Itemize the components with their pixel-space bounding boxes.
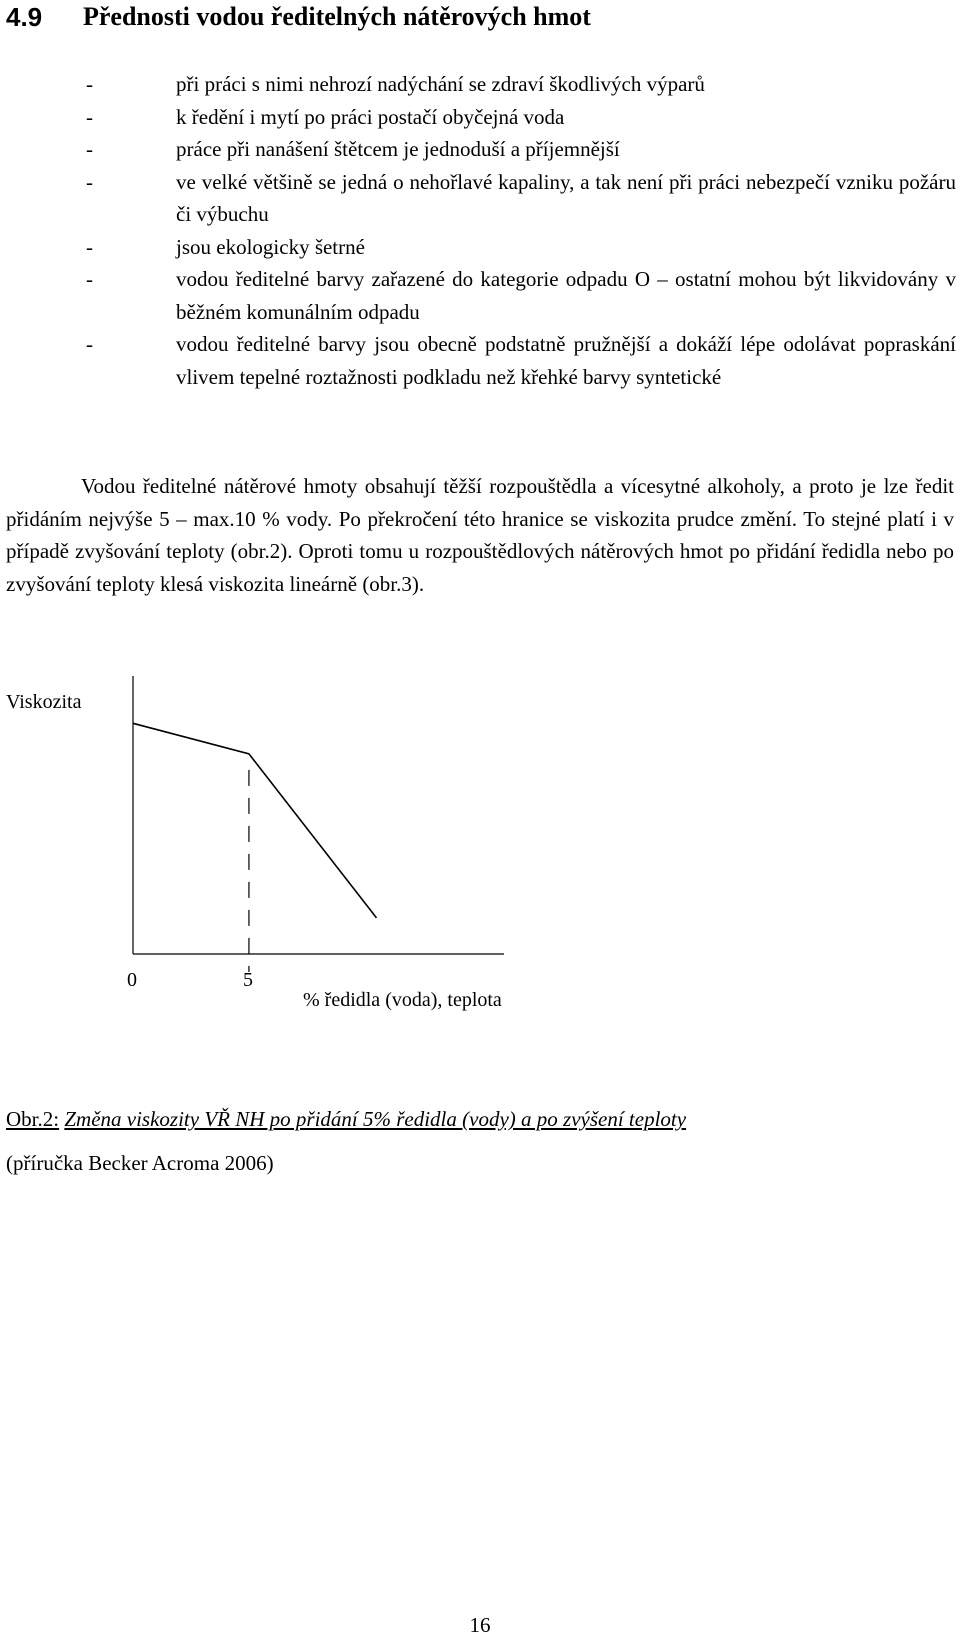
bullet-item: [0, 68, 960, 101]
bullet-dash: -: [86, 332, 93, 356]
bullet-item: [0, 263, 960, 328]
x-tick-label: 0: [127, 969, 137, 991]
bullet-text: k ředění i mytí po práci postačí obyčejná voda: [176, 104, 565, 129]
bullet-text: při práci s nimi nehrozí nadýchání se zdraví škodlivých výparů: [176, 72, 705, 96]
bullet-text: vodou ředitelné barvy zařazené do kategorie odpadu O – ostatní mohou být likvidovány v běžném komunálním odpadu: [176, 267, 956, 324]
bullet-text: jsou ekologicky šetrné: [176, 234, 365, 259]
y-axis-label: Viskozita: [6, 691, 82, 713]
bullet-dash: -: [86, 72, 93, 96]
caption-label: Obr.2:: [6, 1107, 60, 1131]
bullet-dash: -: [86, 267, 93, 291]
bullet-dash: -: [86, 169, 93, 194]
section-heading: [6, 0, 591, 35]
bullet-dash: -: [86, 234, 93, 259]
advantages-list: [0, 68, 960, 393]
bullet-item: [0, 166, 960, 231]
viscosity-series-line: [133, 723, 377, 918]
viscosity-chart: [0, 691, 600, 1034]
body-paragraph-text: Vodou ředitelné nátěrové hmoty obsahují těžší rozpouštědla a vícesytné alkoholy, a proto je lze ředit přidáním nejvýše 5 – max.10 % vody. Po překročení této hranice se viskozita prudce změní. To stejné platí i v případě zvyšování teploty (obr.2). Oproti tomu u rozpouštědlových nátěrových hmot po přidání ředidla nebo po zvyšování teploty klesá viskozita lineárně (obr.3).: [6, 474, 954, 596]
bullet-item: [0, 133, 960, 166]
caption-text: Změna viskozity VŘ NH po přidání 5% ředidla (vody) a po zvýšení teploty: [64, 1107, 687, 1131]
figure-source: (příručka Becker Acroma 2006): [6, 1151, 274, 1175]
bullet-dash: -: [86, 104, 93, 129]
section-title: Přednosti vodou ředitelných nátěrových hmot: [83, 2, 591, 31]
x-tick-labels: [127, 969, 253, 991]
figure-caption: [6, 1104, 686, 1134]
bullet-text: ve velké většině se jedná o nehořlavé kapaliny, a tak není při práci nebezpečí vzniku požáru či výbuchu: [176, 169, 956, 226]
bullet-item: [0, 328, 960, 393]
bullet-text: práce při nanášení štětcem je jednoduší a příjemnější: [176, 137, 620, 161]
bullet-text: vodou ředitelné barvy jsou obecně podstatně pružnější a dokáží lépe odolávat popraskání vlivem tepelné roztažnosti podkladu než křehké barvy syntetické: [176, 332, 956, 389]
bullet-dash: -: [86, 137, 93, 161]
page-number: 16: [469, 1613, 491, 1637]
x-tick-label: 5: [242, 969, 253, 991]
x-axis-label: % ředidla (voda), teplota: [303, 989, 502, 1011]
body-paragraph: [6, 470, 954, 600]
bullet-item: [0, 101, 960, 134]
bullet-item: [0, 231, 960, 264]
section-number: 4.9: [6, 2, 43, 32]
